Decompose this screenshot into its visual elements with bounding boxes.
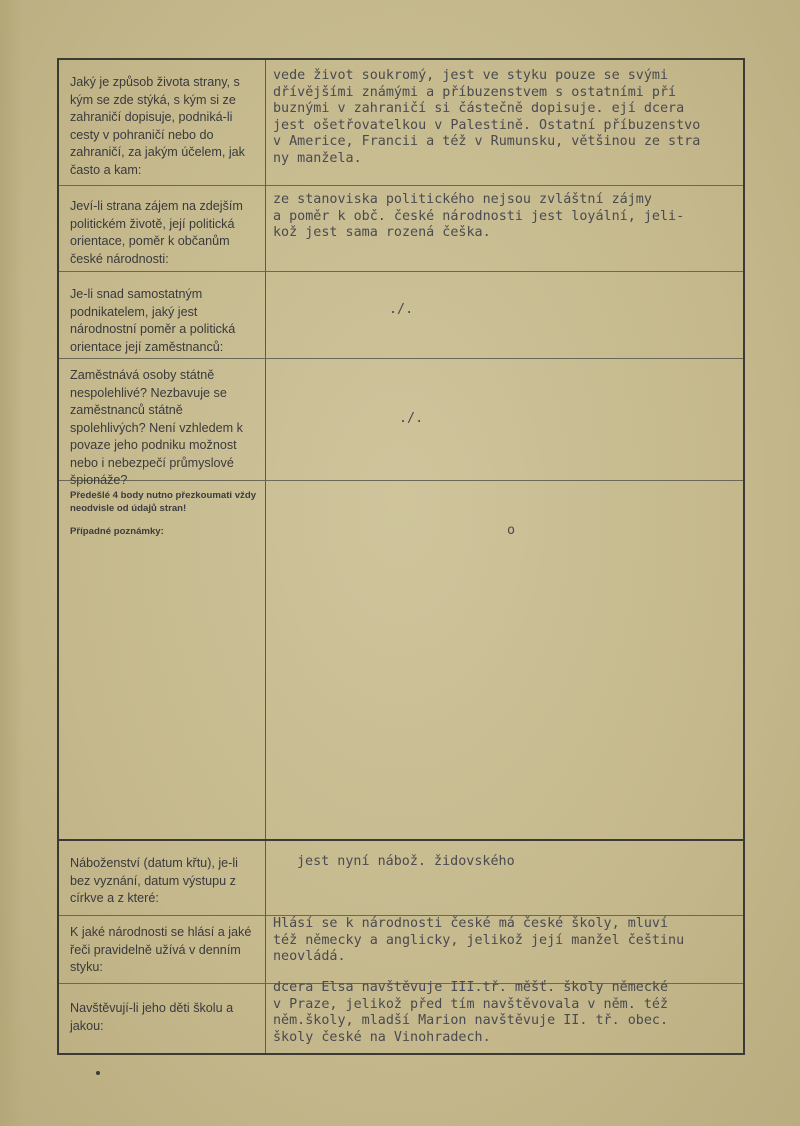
questionnaire-table xyxy=(57,58,745,1055)
page-edge-shadow xyxy=(0,0,22,1126)
table-row xyxy=(59,186,743,272)
answer-children-school: dcera Elsa navštěvuje III.tř. měšť. školy německé v Praze, jelikož před tím navštěvovala v něm. též něm.školy, mladší Marion navštěvuje II. tř. obec. školy české na Vinohradech. xyxy=(273,980,669,1045)
notes-heading: Případné poznámky: xyxy=(70,526,164,537)
answer-lifestyle: vede život soukromý, jest ve styku pouze se svými dřívějšími známými a příbuzenstvem s ostatními pří buznými v zahraničí si částečně dopisuje. ejí dcera jest ošetřovatelkou v Palestině. Ostatní příbuzenstvo v Americe, Francii a též v Rumunsku, většinou ze stra ny manžela. xyxy=(273,68,701,166)
question-lifestyle: Jaký je způsob života strany, s kým se zde stýká, s kým si ze zahraničí dopisuje, podniká-li cesty v pohraničí nebo do zahraničí, za jakým účelem, jak často a kam: xyxy=(70,75,245,177)
answer-political-interest: ze stanoviska politického nejsou zvláštní zájmy a poměr k obč. české národnosti jest loyální, jeli- kož jest sama rozená češka. xyxy=(273,192,685,240)
question-employees: Zaměstnává osoby státně nespolehlivé? Nezbavuje se zaměstnanců státně spolehlivých? Není vzhledem k povaze jeho podniku možnost nebo i nebezpečí průmyslové špionáže? xyxy=(70,368,243,487)
table-row xyxy=(59,359,743,487)
notes-mark: o xyxy=(507,523,516,538)
table-row xyxy=(59,841,743,916)
ink-spot xyxy=(96,1071,100,1075)
question-religion: Náboženství (datum křtu), je-li bez vyznání, datum výstupu z církve a z které: xyxy=(70,856,238,905)
answer-employees: ./. xyxy=(399,411,424,426)
table-row xyxy=(59,916,743,984)
question-political-interest: Jeví-li strana zájem na zdejším politickém životě, její politická orientace, poměr k občanům české národnosti: xyxy=(70,199,243,266)
answer-nationality: Hlásí se k národnosti české má české školy, mluví též německy a anglicky, jelikož její manžel češtinu neovládá. xyxy=(273,916,685,964)
notes-instruction: Předešlé 4 body nutno přezkoumati vždy neodvisle od údajů stran! xyxy=(70,490,257,514)
table-row xyxy=(59,60,743,186)
table-row xyxy=(59,272,743,359)
question-children-school: Navštěvují-li jeho děti školu a jakou: xyxy=(70,1001,234,1033)
question-nationality: K jaké národnosti se hlásí a jaké řeči pravidelně užívá v denním styku: xyxy=(70,925,252,974)
question-entrepreneur: Je-li snad samostatným podnikatelem, jaký jest národnostní poměr a politická orientace její zaměstnanců: xyxy=(70,287,236,354)
table-row xyxy=(59,980,743,1053)
notes-row xyxy=(59,481,743,841)
answer-entrepreneur: ./. xyxy=(389,302,414,317)
answer-religion: jest nyní nábož. židovského xyxy=(297,854,515,869)
